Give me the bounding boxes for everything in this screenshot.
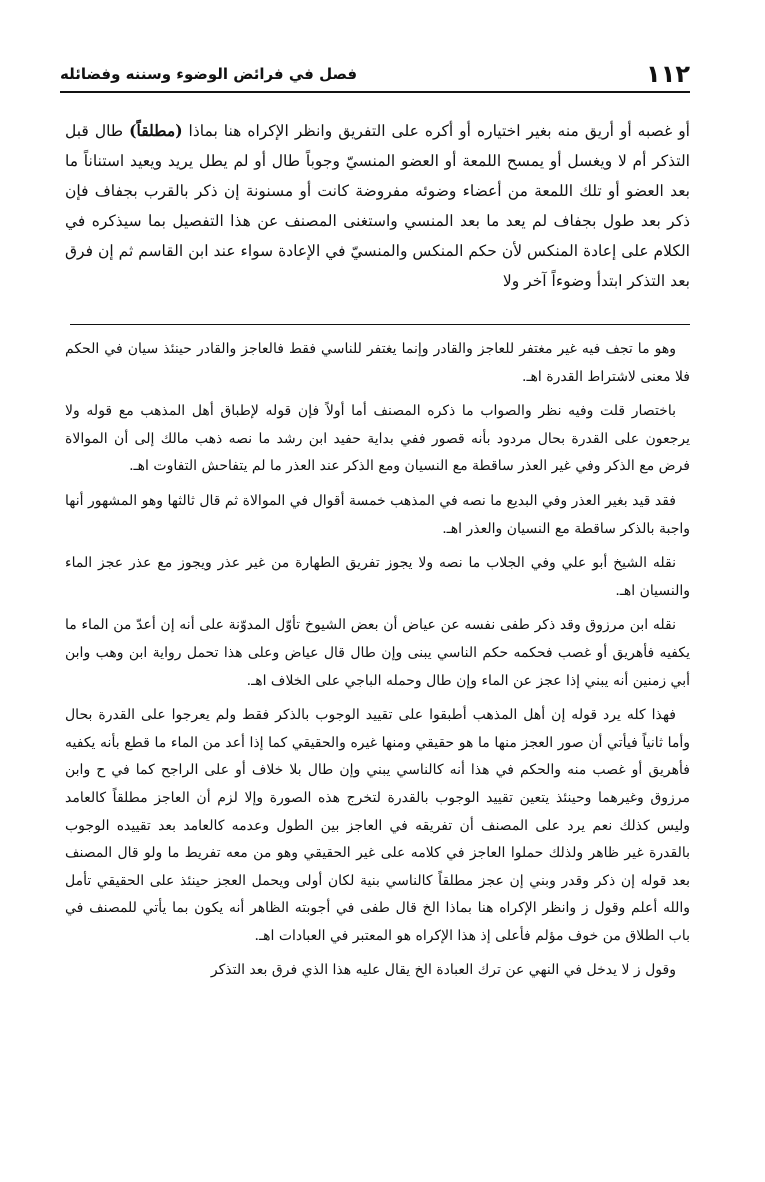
main-text-lead: أو غصبه أو أريق منه بغير اختياره أو أكره على التفريق وانظر الإكراه هنا بماذا xyxy=(188,122,690,140)
page-header xyxy=(60,58,690,92)
main-text-bold-term: (مطلقاً) xyxy=(129,121,183,140)
note-paragraph: نقله ابن مرزوق وقد ذكر طفى نفسه عن عياض أن بعض الشيوخ تأوّل المدوّنة على أنه إن أعدّ من الماء ما يكفيه فأهريق أو غصب فحكمه حكم الناسي يبنى وإن طال قال عياض وعلى هذا تحمل رواية ابن وهب وابن أبي زمنين أنه يبني إذا عجز عن الماء وإن طال وحمله الباجي على الخلاف اهـ. xyxy=(65,617,690,689)
main-text xyxy=(65,116,690,296)
note-paragraph: فقد قيد بغير العذر وفي البديع ما نصه في المذهب خمسة أقوال في الموالاة ثم قال ثالثها وهو المشهور أنها واجبة بالذكر ساقطة مع النسيان والعذر اهـ. xyxy=(65,492,690,537)
note-paragraph: باختصار قلت وفيه نظر والصواب ما ذكره المصنف أما أولاً فإن قوله لإطباق أهل المذهب مع قوله ولا يرجعون على القدرة بحال مردود بأنه قصور ففي بداية حفيد ابن رشد ما نصه ذهب مالك إلى أن الموالاة فرض مع الذكر وفي غير العذر ساقطة مع النسيان ومع الذكر عند العذر ما لم يتفاحش التفاوت اهـ. xyxy=(65,403,690,475)
header-rule xyxy=(60,91,690,93)
commentary-notes xyxy=(65,336,690,992)
note-paragraph: وهو ما تجف فيه غير مغتفر للعاجز والقادر وإنما يغتفر للناسي فقط فالعاجز والقادر حينئذ سيان في الحكم فلا معنى لاشتراط القدرة اهـ. xyxy=(65,341,690,385)
page-number: ١١٢ xyxy=(646,60,690,88)
note-paragraph: نقله الشيخ أبو علي وفي الجلاب ما نصه ولا يجوز تفريق الطهارة من غير عذر ويجوز مع عذر عجز الماء والنسيان اهـ. xyxy=(65,555,690,599)
running-title: فصل في فرائض الوضوء وسننه وفضائله xyxy=(60,65,358,83)
note-paragraph: فهذا كله يرد قوله إن أهل المذهب أطبقوا على تقييد الوجوب بالذكر فقط ولم يعرجوا على القدرة بحال وأما ثانياً فيأتي أن صور العجز منها ما هو حقيقي ومنها غيره والحقيقي كما إذا أعد من الماء ما قطع بأنه يكفيه فأهريق أو غصب منه والحكم في هذا أنه كالناسي يبني وإن طال بلا خلاف أو على الراجح كما في ح وابن مرزوق وغيرهما وحينئذ يتعين تقييد الوجوب بالقدرة لتخرج هذه الصورة وإلا لزم أن العاجز مطلقاً كالعامد وليس كذلك نعم يرد على المصنف أن تفريقه في العاجز بين الطول وعدمه كالعامد بعد تقييده الوجوب بالقدرة غير ظاهر ولذلك حملوا العاجز في كلامه على غير الحقيقي وهو من معه تفريط ما ولو قال المصنف بعد قوله إن ذكر وقدر وبني إن عجز مطلقاً كالناسي بنية لكان أولى ويحمل العجز حينئذ على الحقيقي تأمل والله أعلم وقول ز وانظر الإكراه هنا بماذا الخ قال طفى في أجوبته الظاهر أنه يكون بما يأتي للمصنف في باب الطلاق من خوف مؤلم فأعلى إذ هذا الإكراه هو المعتبر في العبادات اهـ. xyxy=(65,707,691,944)
main-text-rest: طال قبل التذكر أم لا ويغسل أو يمسح اللمعة أو العضو المنسيّ وجوباً طال أو لم يطل يريد ويعيد استناناً ما بعد العضو أو تلك اللمعة من أعضاء وضوئه مفروضة كانت أو مسنونة إن ذكر بالقرب بجفاف فإن ذكر بعد طول بجفاف لم يعد ما بعد المنسي واستغنى المصنف عن هذا التفصيل بما سيذكره في الكلام على إعادة المنكس لأن حكم المنكس والمنسيّ في الإعادة سواء عند ابن القاسم ثم إن فرق بعد التذكر ابتدأ وضوءاً آخر ولا xyxy=(65,122,690,290)
note-paragraph: وقول ز لا يدخل في النهي عن ترك العبادة الخ يقال عليه هذا الذي فرق بعد التذكر xyxy=(210,962,676,979)
footnote-separator xyxy=(70,324,690,325)
